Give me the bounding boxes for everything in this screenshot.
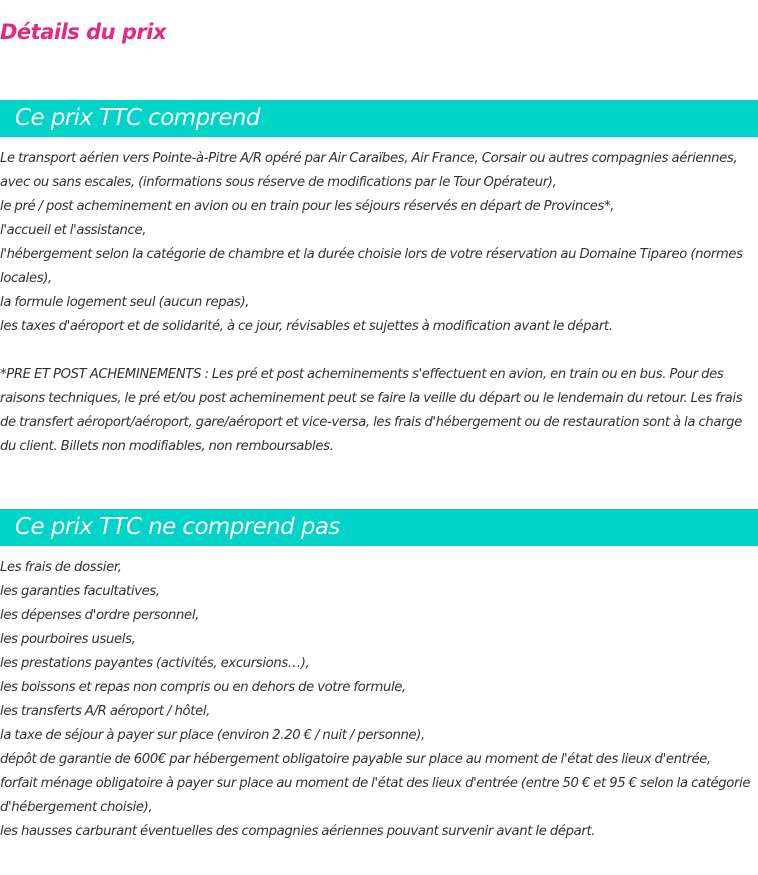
excluded-item: Les frais de dossier, bbox=[0, 560, 122, 575]
included-section-header bbox=[0, 100, 758, 137]
included-item: Le transport aérien vers Pointe-à-Pitre A/R opéré par Air Caraïbes, Air France, Corsair ou autres compagnies aériennes, avec ou sans escales, (informations sous réserve de modifications par le Tour Opérateur), bbox=[0, 151, 738, 190]
included-item: l'hébergement selon la catégorie de chambre et la durée choisie lors de votre réservation au Domaine Tipareo (normes locales), bbox=[0, 247, 743, 286]
excluded-item: les hausses carburant éventuelles des compagnies aériennes pouvant survenir avant le départ. bbox=[0, 824, 596, 839]
included-section-title: Ce prix TTC comprend bbox=[15, 105, 260, 131]
excluded-item: la taxe de séjour à payer sur place (environ 2.20 € / nuit / personne), bbox=[0, 728, 425, 743]
transfer-note-text: *PRE ET POST ACHEMINEMENTS : Les pré et post acheminements s'effectuent en avion, en train ou en bus. Pour des raisons techniques, le pré et/ou post acheminement peut se faire la veille du départ ou le lendemain du retour. Les frais de transfert aéroport/aéroport, gare/aéroport et vice-versa, les frais d'hébergement ou de restauration sont à la charge du client. Billets non modifiables, non remboursables. bbox=[0, 367, 743, 454]
included-item: l'accueil et l'assistance, bbox=[0, 223, 147, 238]
excluded-section-title: Ce prix TTC ne comprend pas bbox=[15, 514, 340, 540]
excluded-item: les pourboires usuels, bbox=[0, 632, 136, 647]
excluded-item: les prestations payantes (activités, excursions…), bbox=[0, 656, 310, 671]
excluded-item: les dépenses d'ordre personnel, bbox=[0, 608, 199, 623]
included-item: les taxes d'aéroport et de solidarité, à ce jour, révisables et sujettes à modification avant le départ. bbox=[0, 319, 613, 334]
excluded-list bbox=[0, 556, 758, 844]
excluded-item: les garanties facultatives, bbox=[0, 584, 160, 599]
transfer-note bbox=[0, 363, 758, 459]
included-list bbox=[0, 147, 758, 339]
excluded-item: dépôt de garantie de 600€ par hébergement obligatoire payable sur place au moment de l'état des lieux d'entrée, bbox=[0, 752, 711, 767]
excluded-item: forfait ménage obligatoire à payer sur place au moment de l'état des lieux d'entrée (entre 50 € et 95 € selon la catégorie d'hébergement choisie), bbox=[0, 776, 751, 815]
excluded-item: les transferts A/R aéroport / hôtel, bbox=[0, 704, 210, 719]
included-item: le pré / post acheminement en avion ou en train pour les séjours réservés en départ de Provinces*, bbox=[0, 199, 615, 214]
page-title: Détails du prix bbox=[0, 20, 167, 44]
included-item: la formule logement seul (aucun repas), bbox=[0, 295, 250, 310]
excluded-section-header bbox=[0, 509, 758, 546]
excluded-item: les boissons et repas non compris ou en dehors de votre formule, bbox=[0, 680, 406, 695]
